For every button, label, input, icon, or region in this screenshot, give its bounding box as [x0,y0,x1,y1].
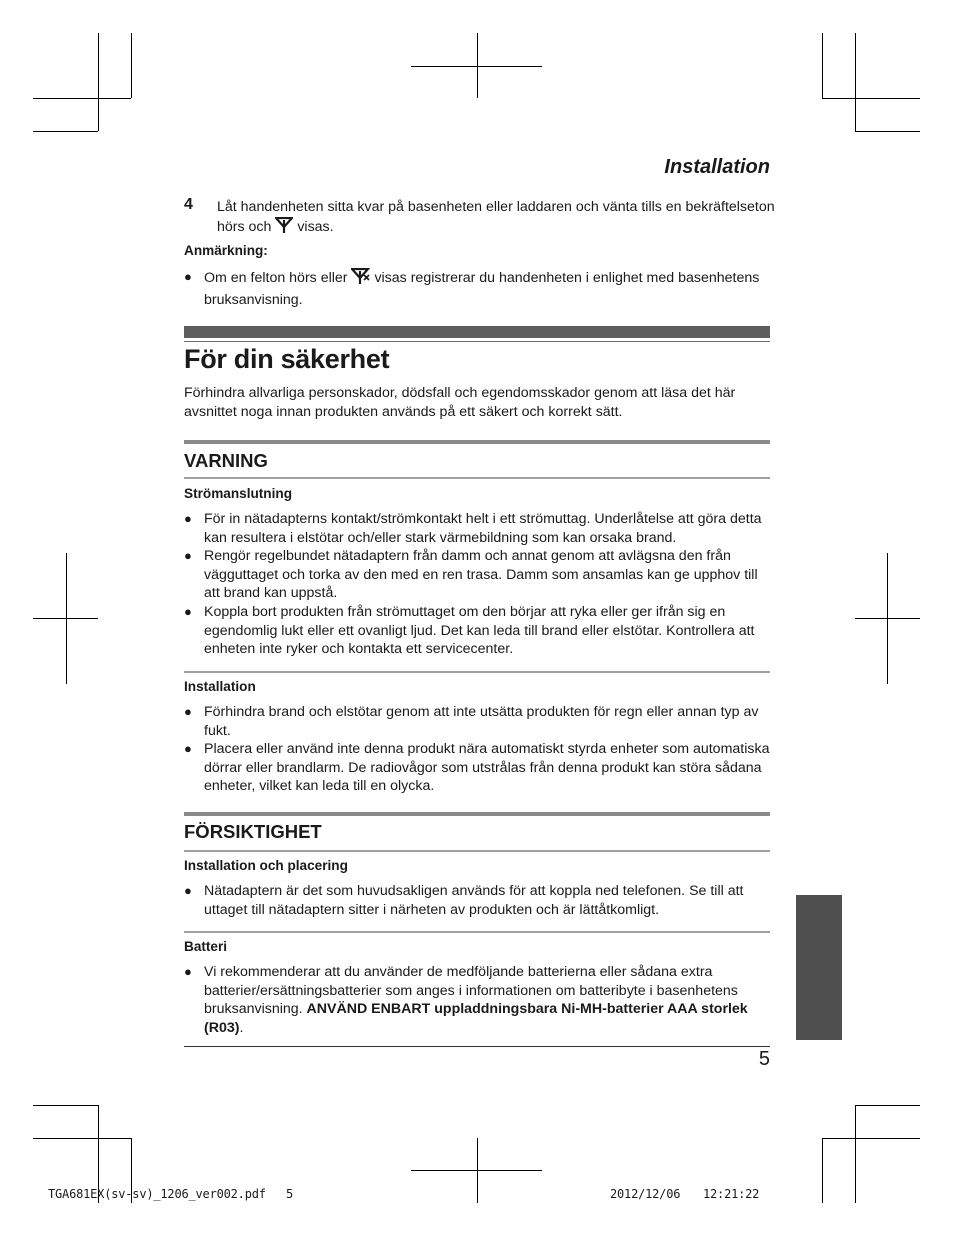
section-header-title: Installation [664,156,770,178]
power-list [184,510,770,659]
section-divider-line [184,341,770,342]
subsection-heading: Installation och placering [184,858,348,873]
subsection-rule [184,671,770,673]
list-item: ● Nätadaptern är det som huvudsakligen används för att koppla ned telefonen. Se till att uttaget till nätadaptern sitter i närheten av produkten och är lättåtkomligt. [184,883,744,918]
caution-heading: FÖRSIKTIGHET [184,821,322,842]
bullet-icon: ● [184,269,192,284]
footer-filename: TGA681EX(sv-sv)_1206_ver002.pdf [48,1187,266,1201]
step-number: 4 [184,196,193,213]
subsection-heading: Strömanslutning [184,486,292,501]
battery-list [184,963,770,1037]
installation-list [184,703,770,796]
note-list [184,268,770,309]
step-text: Låt handenheten sitta kvar på basenheten eller laddaren och vänta tills en bekräftelseton hörs och visas. [217,198,777,239]
bullet-icon: ● [184,704,192,719]
warning-bottom-rule [184,477,770,479]
page-number: 5 [758,1048,770,1070]
bullet-icon: ● [184,964,192,979]
list-item: ● Förhindra brand och elstötar genom att inte utsätta produkten för regn eller annan typ av fukt. [184,704,759,739]
footer-time: 12:21:22 [703,1187,760,1201]
side-tab [796,895,842,1040]
footer-page: 5 [286,1187,294,1201]
list-item: ● Rengör regelbundet nätadaptern från damm och annat genom att avlägsna den från vägguttaget och torka av den med en ren trasa. Damm som ansamlas kan ge upphov till att brand kan uppstå. [184,548,758,602]
note-heading: Anmärkning: [184,243,268,258]
warning-heading: VARNING [184,450,268,471]
subsection-rule [184,931,770,933]
list-item: ● Placera eller använd inte denna produkt nära automatiskt styrda enheter som automatiska dörrar eller brandlarm. De radiovågor som utstrålas från denna produkt kan störa sådana enheter, vilket kan leda till en olycka. [184,741,770,795]
footer-date: 2012/12/06 [610,1187,681,1201]
page-title: För din säkerhet [184,344,390,374]
section-divider-bar [184,326,770,338]
caution-top-rule [184,812,770,816]
list-item: ● För in nätadapterns kontakt/strömkontakt helt i ett strömuttag. Underlåtelse att göra detta kan resultera i elstötar och/eller stark värmebildning som kan orsaka brand. [184,511,762,546]
bullet-icon: ● [184,883,192,898]
list-item: ● Om en felton hörs eller visas registrerar du handenheten i enlighet med basenhetens bruksanvisning. [184,269,760,308]
list-item: ● Vi rekommenderar att du använder de medföljande batterierna eller sådana extra batterier/ersättningsbatterier som anges i informationen om batteribyte i basenhetens bruksanvisning. ANVÄND ENBART uppladdningsbara Ni-MH-batterier AAA storlek (R03). [184,964,748,1036]
caution-bottom-rule [184,850,770,852]
antenna-signal-icon [275,217,293,240]
page-bottom-rule [184,1046,770,1047]
bullet-icon: ● [184,511,192,526]
bullet-icon: ● [184,741,192,757]
list-item: ● Koppla bort produkten från strömuttaget om den börjar att ryka eller ger ifrån sig en egendomlig lukt eller ett ovanligt ljud. Det kan leda till brand eller elstötar. Kontrollera att enheten inte ryker och kontakta ett servicecenter. [184,603,755,658]
bullet-icon: ● [184,603,192,619]
intro-paragraph: Förhindra allvarliga personskador, dödsfall och egendomsskador genom att läsa det här avsnittet noga innan produkten används på ett säkert och korrekt sätt. [184,385,736,420]
warning-top-rule [184,440,770,444]
placement-list [184,882,770,919]
antenna-no-signal-icon [351,268,370,291]
subsection-heading: Installation [184,679,256,694]
subsection-heading: Batteri [184,939,228,954]
bullet-icon: ● [184,548,192,564]
